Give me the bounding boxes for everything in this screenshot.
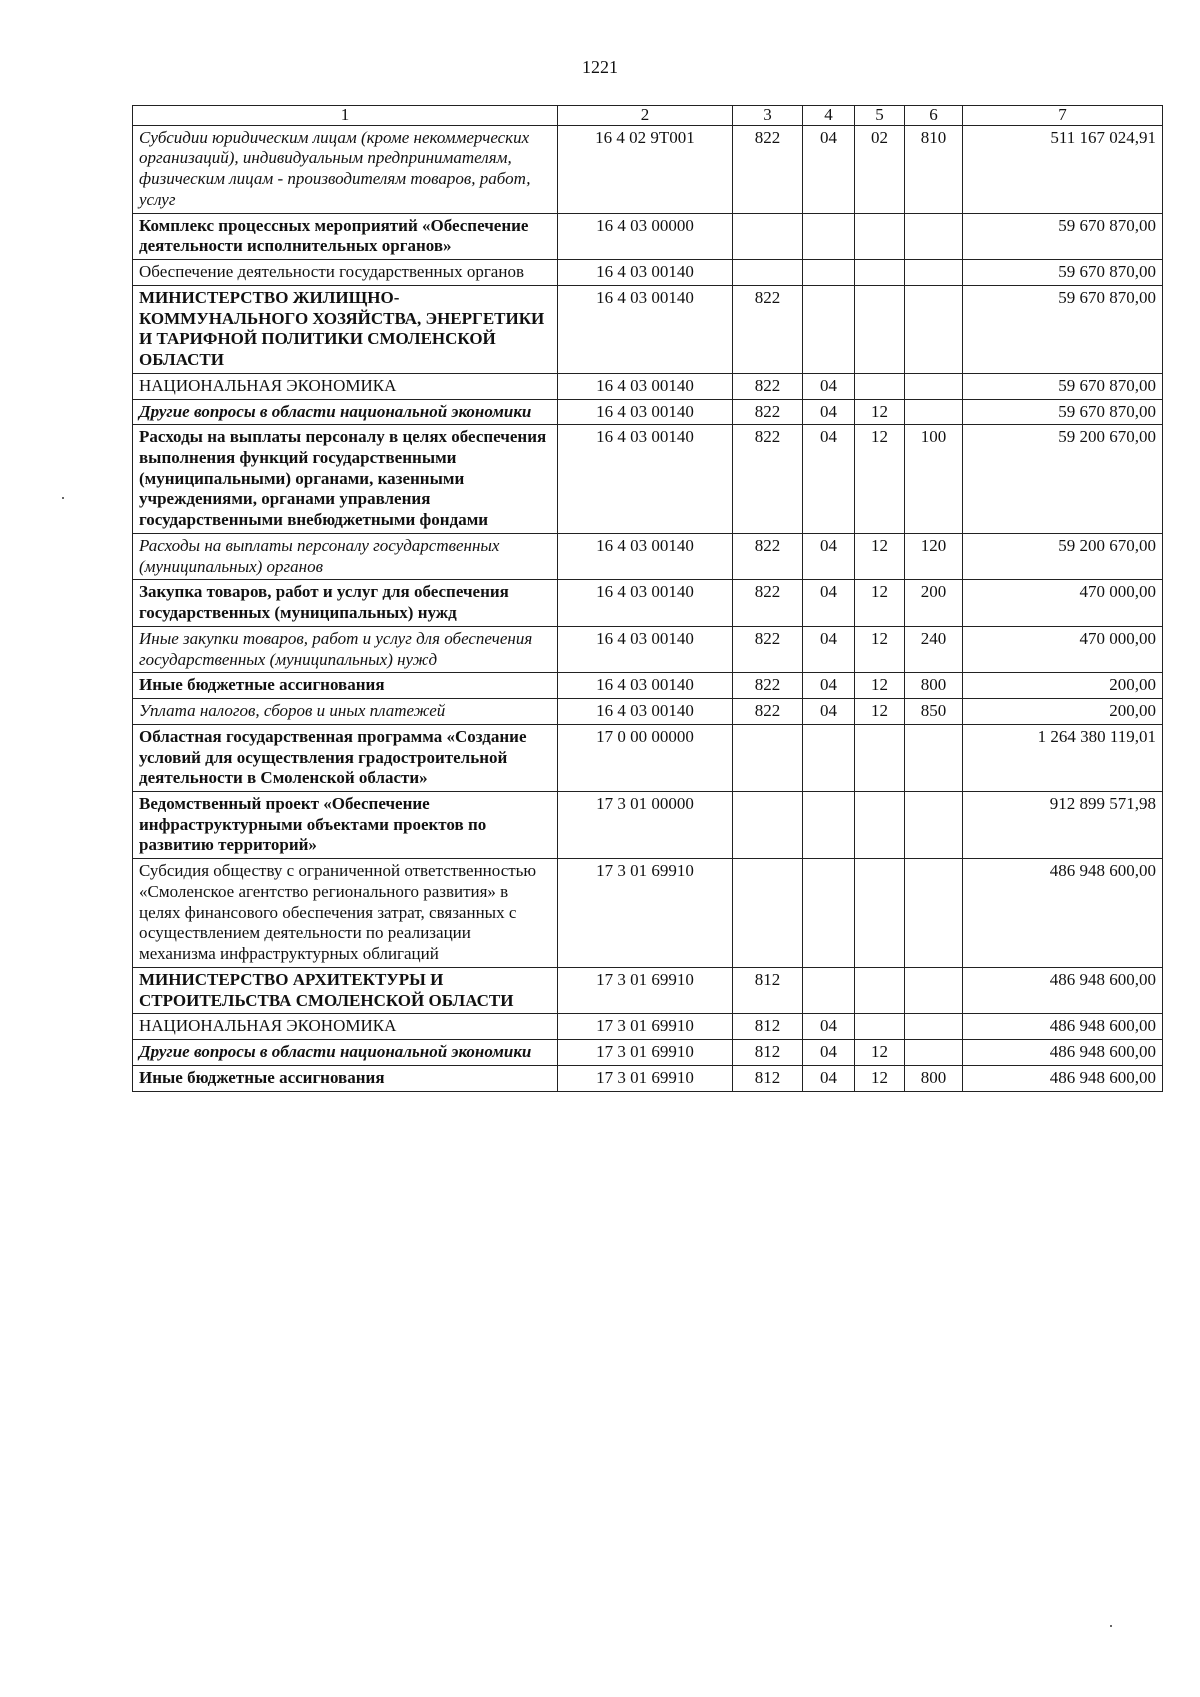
- section-code: [803, 260, 855, 286]
- target-code: 17 3 01 69910: [558, 1014, 733, 1040]
- budget-table: [132, 105, 1163, 1092]
- column-header: 2: [558, 106, 733, 126]
- target-code: 17 3 01 69910: [558, 1040, 733, 1066]
- amount: 200,00: [963, 699, 1163, 725]
- section-code: [803, 285, 855, 373]
- expense-type-code: [905, 1040, 963, 1066]
- amount: 912 899 571,98: [963, 791, 1163, 858]
- section-code: [803, 213, 855, 259]
- column-header: 6: [905, 106, 963, 126]
- amount: 511 167 024,91: [963, 125, 1163, 213]
- expense-type-code: [905, 213, 963, 259]
- table-row: [133, 533, 1163, 579]
- subsection-code: 12: [855, 1040, 905, 1066]
- target-code: 16 4 03 00140: [558, 373, 733, 399]
- line-item-name: Другие вопросы в области национальной экономики: [133, 1040, 558, 1066]
- line-item-name: МИНИСТЕРСТВО АРХИТЕКТУРЫ И СТРОИТЕЛЬСТВА СМОЛЕНСКОЙ ОБЛАСТИ: [133, 967, 558, 1013]
- section-code: 04: [803, 673, 855, 699]
- target-code: 16 4 03 00140: [558, 626, 733, 672]
- target-code: 16 4 03 00140: [558, 533, 733, 579]
- section-code: 04: [803, 699, 855, 725]
- ministry-code: [733, 791, 803, 858]
- column-number-row: [133, 106, 1163, 126]
- section-code: [803, 967, 855, 1013]
- subsection-code: [855, 724, 905, 791]
- scan-speck: [62, 497, 64, 499]
- table-row: [133, 285, 1163, 373]
- expense-type-code: [905, 791, 963, 858]
- expense-type-code: [905, 399, 963, 425]
- line-item-name: Расходы на выплаты персоналу в целях обеспечения выполнения функций государственными (муниципальными) органами, казенными учреждениями, органами управления государственными внебюджетными фондами: [133, 425, 558, 534]
- amount: 59 670 870,00: [963, 285, 1163, 373]
- subsection-code: 12: [855, 580, 905, 626]
- target-code: 17 3 01 69910: [558, 967, 733, 1013]
- expense-type-code: 810: [905, 125, 963, 213]
- amount: 486 948 600,00: [963, 1065, 1163, 1091]
- table-row: [133, 699, 1163, 725]
- line-item-name: НАЦИОНАЛЬНАЯ ЭКОНОМИКА: [133, 373, 558, 399]
- amount: 486 948 600,00: [963, 1014, 1163, 1040]
- target-code: 17 0 00 00000: [558, 724, 733, 791]
- subsection-code: [855, 1014, 905, 1040]
- line-item-name: Субсидия обществу с ограниченной ответственностью «Смоленское агентство регионального развития» в целях финансового обеспечения затрат, связанных с осуществлением деятельности по реализации механизма инфраструктурных облигаций: [133, 859, 558, 968]
- table-row: [133, 1014, 1163, 1040]
- table-row: [133, 1040, 1163, 1066]
- section-code: 04: [803, 425, 855, 534]
- table-row: [133, 425, 1163, 534]
- line-item-name: Уплата налогов, сборов и иных платежей: [133, 699, 558, 725]
- ministry-code: [733, 213, 803, 259]
- ministry-code: 822: [733, 125, 803, 213]
- line-item-name: МИНИСТЕРСТВО ЖИЛИЩНО-КОММУНАЛЬНОГО ХОЗЯЙСТВА, ЭНЕРГЕТИКИ И ТАРИФНОЙ ПОЛИТИКИ СМОЛЕНСКОЙ ОБЛАСТИ: [133, 285, 558, 373]
- scan-speck: [1110, 1625, 1112, 1627]
- expense-type-code: [905, 724, 963, 791]
- ministry-code: [733, 260, 803, 286]
- column-header: 4: [803, 106, 855, 126]
- line-item-name: Областная государственная программа «Создание условий для осуществления градостроительной деятельности в Смоленской области»: [133, 724, 558, 791]
- line-item-name: Закупка товаров, работ и услуг для обеспечения государственных (муниципальных) нужд: [133, 580, 558, 626]
- target-code: 16 4 03 00140: [558, 260, 733, 286]
- line-item-name: НАЦИОНАЛЬНАЯ ЭКОНОМИКА: [133, 1014, 558, 1040]
- amount: 59 670 870,00: [963, 399, 1163, 425]
- amount: 59 670 870,00: [963, 260, 1163, 286]
- table-row: [133, 125, 1163, 213]
- section-code: 04: [803, 399, 855, 425]
- subsection-code: [855, 791, 905, 858]
- line-item-name: Ведомственный проект «Обеспечение инфраструктурными объектами проектов по развитию территорий»: [133, 791, 558, 858]
- table-row: [133, 1065, 1163, 1091]
- line-item-name: Расходы на выплаты персоналу государственных (муниципальных) органов: [133, 533, 558, 579]
- line-item-name: Комплекс процессных мероприятий «Обеспечение деятельности исполнительных органов»: [133, 213, 558, 259]
- section-code: 04: [803, 125, 855, 213]
- amount: 59 670 870,00: [963, 213, 1163, 259]
- subsection-code: 12: [855, 399, 905, 425]
- table-row: [133, 967, 1163, 1013]
- column-header: 3: [733, 106, 803, 126]
- ministry-code: 812: [733, 1040, 803, 1066]
- table-body: [133, 125, 1163, 1091]
- ministry-code: 822: [733, 373, 803, 399]
- target-code: 16 4 02 9Т001: [558, 125, 733, 213]
- subsection-code: [855, 373, 905, 399]
- ministry-code: [733, 724, 803, 791]
- expense-type-code: [905, 285, 963, 373]
- table-row: [133, 791, 1163, 858]
- ministry-code: 812: [733, 967, 803, 1013]
- expense-type-code: [905, 373, 963, 399]
- target-code: 16 4 03 00140: [558, 580, 733, 626]
- subsection-code: 12: [855, 673, 905, 699]
- target-code: 16 4 03 00000: [558, 213, 733, 259]
- line-item-name: Другие вопросы в области национальной экономики: [133, 399, 558, 425]
- subsection-code: [855, 213, 905, 259]
- expense-type-code: 800: [905, 1065, 963, 1091]
- amount: 486 948 600,00: [963, 859, 1163, 968]
- ministry-code: 822: [733, 580, 803, 626]
- target-code: 17 3 01 69910: [558, 859, 733, 968]
- section-code: 04: [803, 373, 855, 399]
- section-code: 04: [803, 1040, 855, 1066]
- line-item-name: Иные бюджетные ассигнования: [133, 673, 558, 699]
- subsection-code: 12: [855, 1065, 905, 1091]
- expense-type-code: [905, 1014, 963, 1040]
- amount: 59 200 670,00: [963, 533, 1163, 579]
- column-header: 7: [963, 106, 1163, 126]
- amount: 1 264 380 119,01: [963, 724, 1163, 791]
- target-code: 16 4 03 00140: [558, 425, 733, 534]
- amount: 200,00: [963, 673, 1163, 699]
- ministry-code: 822: [733, 699, 803, 725]
- amount: 486 948 600,00: [963, 1040, 1163, 1066]
- subsection-code: 12: [855, 533, 905, 579]
- amount: 486 948 600,00: [963, 967, 1163, 1013]
- section-code: [803, 724, 855, 791]
- line-item-name: Субсидии юридическим лицам (кроме некоммерческих организаций), индивидуальным предпринимателям, физическим лицам - производителям товаров, работ, услуг: [133, 125, 558, 213]
- expense-type-code: [905, 859, 963, 968]
- ministry-code: 822: [733, 425, 803, 534]
- subsection-code: [855, 967, 905, 1013]
- ministry-code: [733, 859, 803, 968]
- line-item-name: Обеспечение деятельности государственных органов: [133, 260, 558, 286]
- table-row: [133, 673, 1163, 699]
- expense-type-code: 100: [905, 425, 963, 534]
- section-code: 04: [803, 1014, 855, 1040]
- target-code: 16 4 03 00140: [558, 673, 733, 699]
- section-code: 04: [803, 533, 855, 579]
- section-code: 04: [803, 580, 855, 626]
- table-row: [133, 373, 1163, 399]
- section-code: 04: [803, 1065, 855, 1091]
- target-code: 17 3 01 69910: [558, 1065, 733, 1091]
- subsection-code: [855, 285, 905, 373]
- ministry-code: 812: [733, 1014, 803, 1040]
- amount: 59 670 870,00: [963, 373, 1163, 399]
- expense-type-code: 850: [905, 699, 963, 725]
- table-row: [133, 626, 1163, 672]
- expense-type-code: [905, 260, 963, 286]
- ministry-code: 822: [733, 673, 803, 699]
- subsection-code: 12: [855, 626, 905, 672]
- ministry-code: 822: [733, 285, 803, 373]
- expense-type-code: 800: [905, 673, 963, 699]
- page-number: 1221: [582, 57, 618, 77]
- subsection-code: 02: [855, 125, 905, 213]
- line-item-name: Иные закупки товаров, работ и услуг для обеспечения государственных (муниципальных) нужд: [133, 626, 558, 672]
- target-code: 17 3 01 00000: [558, 791, 733, 858]
- ministry-code: 822: [733, 399, 803, 425]
- expense-type-code: 120: [905, 533, 963, 579]
- ministry-code: 812: [733, 1065, 803, 1091]
- section-code: [803, 859, 855, 968]
- target-code: 16 4 03 00140: [558, 285, 733, 373]
- table-row: [133, 213, 1163, 259]
- target-code: 16 4 03 00140: [558, 399, 733, 425]
- line-item-name: Иные бюджетные ассигнования: [133, 1065, 558, 1091]
- subsection-code: [855, 859, 905, 968]
- amount: 470 000,00: [963, 626, 1163, 672]
- amount: 59 200 670,00: [963, 425, 1163, 534]
- expense-type-code: 200: [905, 580, 963, 626]
- ministry-code: 822: [733, 626, 803, 672]
- ministry-code: 822: [733, 533, 803, 579]
- amount: 470 000,00: [963, 580, 1163, 626]
- table-row: [133, 580, 1163, 626]
- subsection-code: [855, 260, 905, 286]
- subsection-code: 12: [855, 425, 905, 534]
- table-row: [133, 260, 1163, 286]
- expense-type-code: 240: [905, 626, 963, 672]
- table-row: [133, 724, 1163, 791]
- section-code: [803, 791, 855, 858]
- subsection-code: 12: [855, 699, 905, 725]
- section-code: 04: [803, 626, 855, 672]
- target-code: 16 4 03 00140: [558, 699, 733, 725]
- expense-type-code: [905, 967, 963, 1013]
- column-header: 1: [133, 106, 558, 126]
- table-row: [133, 399, 1163, 425]
- column-header: 5: [855, 106, 905, 126]
- table-row: [133, 859, 1163, 968]
